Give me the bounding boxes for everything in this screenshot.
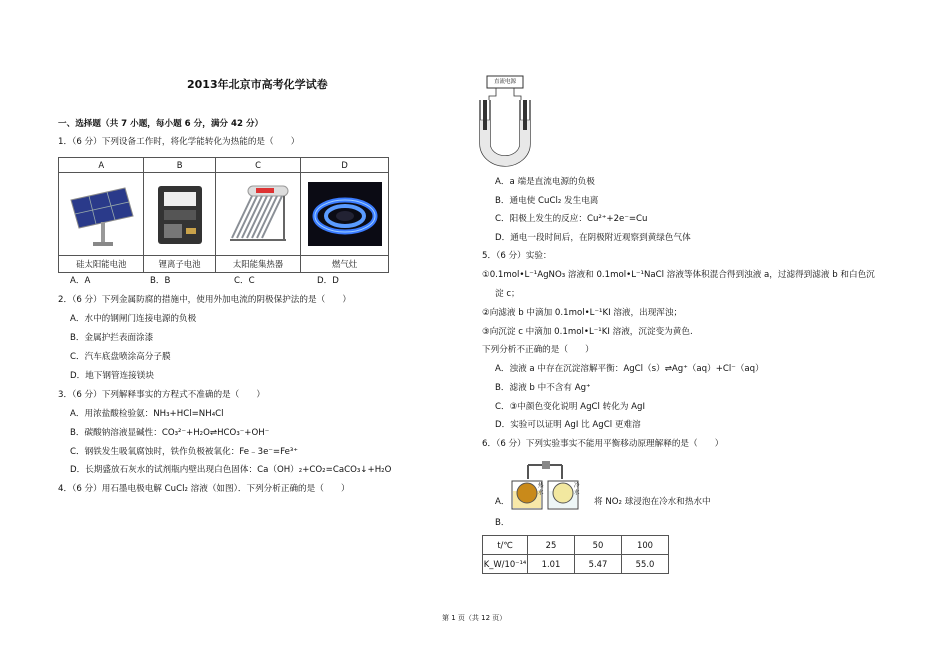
q5-option-b: B．滤液 b 中不含有 Ag⁺: [495, 383, 591, 393]
q1-label-a: 硅太阳能电池: [59, 256, 144, 273]
q5-option-a: A．浊液 a 中存在沉淀溶解平衡：AgCl（s）⇌Ag⁺（aq）+Cl⁻（aq）: [495, 364, 764, 374]
kw-table: [482, 535, 669, 574]
q6-option-b: B．: [495, 518, 510, 528]
kw-header-25: 25: [528, 536, 575, 555]
gas-stove-image: [308, 182, 382, 246]
section-heading: 一、选择题（共 7 小题，每小题 6 分，满分 42 分）: [58, 119, 264, 129]
q3-option-b: B．碳酸钠溶液显碱性：CO₃²⁻+H₂O⇌HCO₃⁻+OH⁻: [70, 428, 270, 438]
q3-option-c: C．钢铁发生吸氧腐蚀时，铁作负极被氧化：Fe﹣3e⁻=Fe³⁺: [70, 447, 298, 457]
q2-stem: 2．（6 分）下列金属防腐的措施中，使用外加电流的阴极保护法的是（ ）: [58, 295, 351, 305]
lithium-battery-image: [150, 178, 210, 250]
page-title: 2013年北京市高考化学试卷: [187, 78, 328, 91]
q2-option-c: C．汽车底盘喷涂高分子膜: [70, 352, 171, 362]
q4-option-b: B．通电使 CuCl₂ 发生电离: [495, 196, 599, 206]
q5-step-2: ②向滤液 b 中滴加 0.1mol•L⁻¹KI 溶液，出现浑浊；: [482, 308, 683, 318]
q3-option-d: D．长期盛放石灰水的试剂瓶内壁出现白色固体：Ca（OH）₂+CO₂=CaCO₃↓+H₂O: [70, 465, 392, 475]
q5-step-1-cont: 淀 c；: [495, 289, 520, 299]
page-footer: 第 1 页（共 12 页）: [442, 614, 507, 622]
q2-option-a: A．水中的钢闸门连接电源的负极: [70, 314, 197, 324]
cold-water-label: 冷水: [574, 483, 580, 496]
q3-stem: 3．（6 分）下列解释事实的方程式不准确的是（ ）: [58, 390, 266, 400]
q2-option-d: D．地下钢管连接镁块: [70, 371, 154, 381]
q4-option-c: C．阳极上发生的反应：Cu²⁺+2e⁻=Cu: [495, 214, 648, 224]
q1-option-c: C．C: [234, 276, 255, 286]
q1-header-c: C: [215, 158, 300, 173]
q3-option-a: A．用浓盐酸检验氨：NH₃+HCl=NH₄Cl: [70, 409, 224, 419]
q1-header-a: A: [59, 158, 144, 173]
kw-value-50: 5.47: [575, 555, 622, 574]
q1-header-d: D: [301, 158, 389, 173]
q1-option-d: D．D: [317, 276, 339, 286]
q5-stem: 5．（6 分）实验：: [482, 251, 552, 261]
power-supply-label: 直流电源: [493, 79, 516, 85]
q6-stem: 6．（6 分）下列实验事实不能用平衡移动原理解释的是（ ）: [482, 439, 724, 449]
kw-header-t: t/℃: [483, 536, 528, 555]
q6-option-a-text: 将 NO₂ 球浸泡在冷水和热水中: [594, 497, 711, 507]
q1-option-a: A．A: [70, 276, 91, 286]
q1-label-b: 锂离子电池: [144, 256, 215, 273]
solar-water-heater-image: [222, 178, 294, 250]
q1-label-c: 太阳能集热器: [215, 256, 300, 273]
q6-option-a-prefix: A．: [495, 497, 510, 507]
kw-value-100: 55.0: [622, 555, 669, 574]
no2-bulbs-diagram: [506, 457, 584, 513]
q2-option-b: B．金属护拦表面涂漆: [70, 333, 154, 343]
q5-step-1: ①0.1mol•L⁻¹AgNO₃ 溶液和 0.1mol•L⁻¹NaCl 溶液等体积混合得到浊液 a，过滤得到滤液 b 和白色沉: [482, 270, 875, 280]
q1-label-d: 燃气灶: [301, 256, 389, 273]
q5-step-3: ③向沉淀 c 中滴加 0.1mol•L⁻¹KI 溶液，沉淀变为黄色.: [482, 327, 693, 337]
solar-panel-image: [65, 178, 137, 250]
q5-option-c: C．③中颜色变化说明 AgCl 转化为 AgI: [495, 402, 646, 412]
q1-stem: 1．（6 分）下列设备工作时，将化学能转化为热能的是（ ）: [58, 137, 300, 147]
kw-value-25: 1.01: [528, 555, 575, 574]
q1-table: [58, 157, 389, 273]
q4-option-a: A．a 端是直流电源的负极: [495, 177, 595, 187]
electrolysis-diagram: [472, 74, 538, 168]
hot-water-label: 热水: [538, 483, 544, 496]
kw-header-100: 100: [622, 536, 669, 555]
q4-option-d: D．通电一段时间后，在阴极附近观察到黄绿色气体: [495, 233, 691, 243]
q4-stem: 4．（6 分）用石墨电极电解 CuCl₂ 溶液（如图）．下列分析正确的是（ ）: [58, 484, 350, 494]
kw-header-50: 50: [575, 536, 622, 555]
q5-option-d: D．实验可以证明 AgI 比 AgCl 更难溶: [495, 420, 641, 430]
q1-option-b: B．B: [150, 276, 171, 286]
kw-row-label: K_W/10⁻¹⁴: [483, 555, 528, 574]
q1-header-b: B: [144, 158, 215, 173]
q5-prompt: 下列分析不正确的是（ ）: [482, 345, 594, 355]
